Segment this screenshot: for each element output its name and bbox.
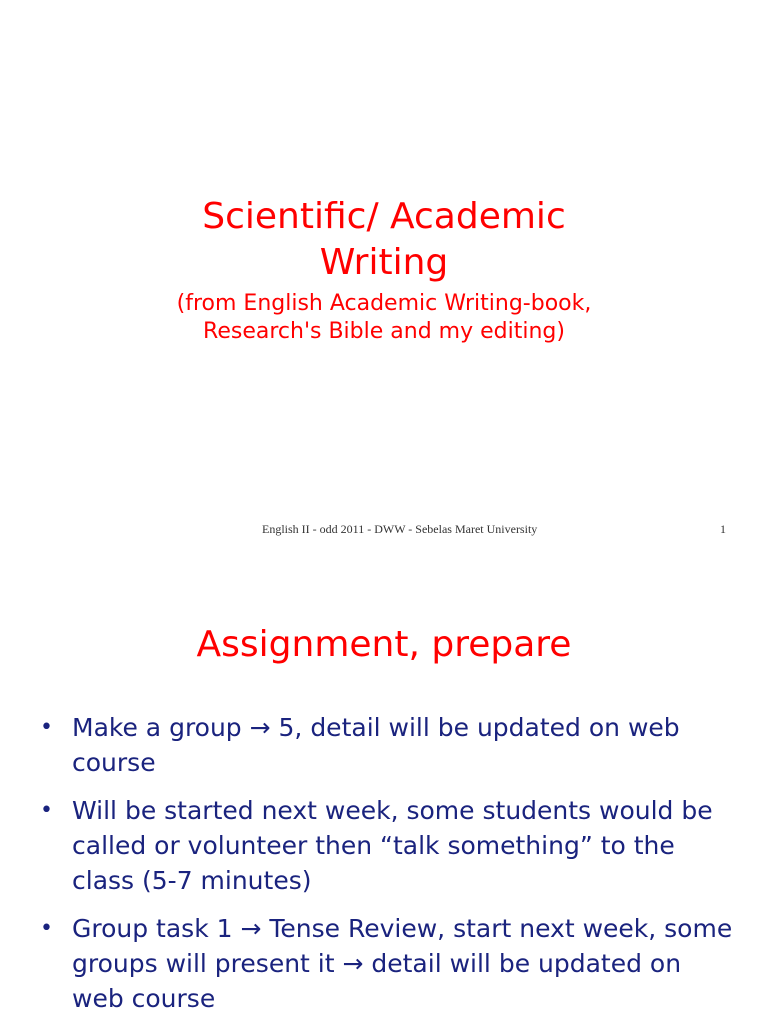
assignment-slide: [0, 576, 768, 1024]
bullet-item: [40, 710, 740, 780]
page-number: 1: [720, 522, 726, 536]
bullet-text: Will be started next week, some students would be called or volunteer then “talk something” to the class (5-7 minutes): [72, 796, 713, 895]
bullet-list: [40, 710, 740, 1029]
bullet-icon: •: [40, 798, 53, 823]
bullet-icon: •: [40, 916, 53, 941]
bullet-icon: •: [40, 715, 53, 740]
slide-title: [0, 194, 768, 286]
assignment-title: Assignment, prepare: [196, 624, 572, 665]
slide-title-line-1: Scientific/ Academic: [202, 196, 566, 237]
bullet-text: Group task 1 → Tense Review, start next week, some groups will present it → detail will be updated on web course: [72, 914, 733, 1013]
bullet-item: [40, 793, 740, 898]
slide-title-line-2: Writing: [319, 242, 449, 283]
slide-subtitle: [0, 290, 768, 346]
slide-footer: English II - odd 2011 - DWW - Sebelas Maret University: [262, 522, 538, 536]
slide-subtitle-line-1: (from English Academic Writing-book,: [176, 291, 592, 316]
slide-subtitle-line-2: Research's Bible and my editing): [203, 319, 565, 344]
bullet-text: Make a group → 5, detail will be updated on web course: [72, 713, 680, 777]
bullet-item: [40, 911, 740, 1016]
